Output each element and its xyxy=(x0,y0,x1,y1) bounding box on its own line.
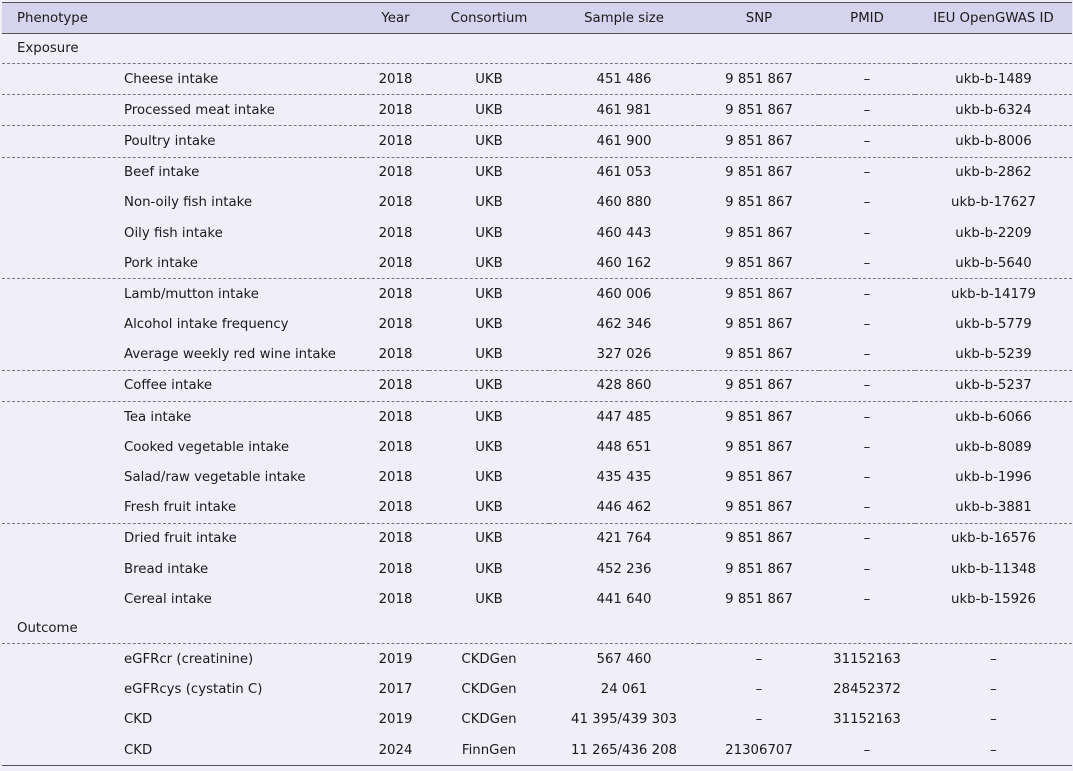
cell-consortium: UKB xyxy=(429,95,549,126)
table-row xyxy=(2,584,1072,614)
cell-ieu: ukb-b-5237 xyxy=(915,370,1072,401)
cell-consortium: UKB xyxy=(429,126,549,157)
cell-ieu: ukb-b-2209 xyxy=(955,225,1032,241)
cell-phenotype: Processed meat intake xyxy=(2,95,362,126)
cell-snp: 9 851 867 xyxy=(699,157,819,188)
cell-phenotype: Oily fish intake xyxy=(124,225,223,241)
cell-year: 2018 xyxy=(362,126,429,157)
header-ieu-id: IEU OpenGWAS ID xyxy=(915,3,1072,34)
section-row-exposure xyxy=(2,34,1072,64)
cell-year: 2019 xyxy=(362,644,429,675)
cell-phenotype: Cooked vegetable intake xyxy=(124,439,290,455)
cell-consortium: UKB xyxy=(475,561,503,577)
cell-ieu: ukb-b-1996 xyxy=(955,470,1032,486)
cell-phenotype: Tea intake xyxy=(2,402,362,433)
table-row xyxy=(2,402,1072,433)
cell-sample-size: 460 162 xyxy=(596,255,652,271)
section-row-outcome xyxy=(2,614,1072,644)
cell-consortium: UKB xyxy=(429,64,549,95)
cell-phenotype: Lamb/mutton intake xyxy=(2,279,362,310)
cell-snp: 9 851 867 xyxy=(725,591,793,607)
header-year: Year xyxy=(362,3,429,34)
table-row xyxy=(2,126,1072,157)
cell-ieu: ukb-b-14179 xyxy=(915,279,1072,310)
table-row xyxy=(2,735,1072,766)
cell-snp: 9 851 867 xyxy=(725,225,793,241)
cell-phenotype: Dried fruit intake xyxy=(2,523,362,554)
cell-phenotype: Average weekly red wine intake xyxy=(124,347,336,363)
table-row xyxy=(2,95,1072,126)
cell-pmid: – xyxy=(819,64,915,95)
cell-year: 2018 xyxy=(378,439,413,455)
cell-consortium: UKB xyxy=(475,439,503,455)
cell-pmid: – xyxy=(863,500,871,516)
cell-year: 2018 xyxy=(378,591,413,607)
cell-sample-size: 460 880 xyxy=(596,195,652,211)
cell-phenotype: eGFRcr (creatinine) xyxy=(2,644,362,675)
cell-sample-size: 11 265/436 208 xyxy=(549,735,699,766)
cell-pmid: – xyxy=(863,591,871,607)
cell-year: 2019 xyxy=(378,712,413,728)
cell-ieu: ukb-b-6324 xyxy=(915,95,1072,126)
cell-sample-size: 24 061 xyxy=(600,682,648,698)
cell-pmid: – xyxy=(819,279,915,310)
cell-consortium: UKB xyxy=(429,523,549,554)
table-row xyxy=(2,340,1072,371)
cell-ieu: – xyxy=(915,644,1072,675)
cell-consortium: FinnGen xyxy=(429,735,549,766)
cell-year: 2018 xyxy=(378,347,413,363)
cell-ieu: – xyxy=(990,682,997,698)
cell-pmid: – xyxy=(863,439,871,455)
cell-snp: 9 851 867 xyxy=(725,347,793,363)
cell-pmid: – xyxy=(819,95,915,126)
cell-sample-size: 451 486 xyxy=(549,64,699,95)
cell-sample-size: 461 900 xyxy=(549,126,699,157)
cell-sample-size: 452 236 xyxy=(596,561,652,577)
cell-sample-size: 435 435 xyxy=(596,470,652,486)
cell-snp: 9 851 867 xyxy=(699,370,819,401)
cell-phenotype: Non-oily fish intake xyxy=(124,195,253,211)
cell-year: 2018 xyxy=(362,95,429,126)
cell-ieu: ukb-b-6066 xyxy=(915,402,1072,433)
table-row xyxy=(2,64,1072,95)
cell-sample-size: 460 006 xyxy=(549,279,699,310)
table-row xyxy=(2,157,1072,188)
cell-ieu: ukb-b-8089 xyxy=(955,439,1032,455)
cell-snp: – xyxy=(755,712,763,728)
cell-ieu: ukb-b-3881 xyxy=(955,500,1032,516)
cell-year: 2018 xyxy=(378,561,413,577)
cell-consortium: UKB xyxy=(429,157,549,188)
cell-sample-size: 441 640 xyxy=(596,591,652,607)
table-row xyxy=(2,248,1072,279)
cell-sample-size: 428 860 xyxy=(549,370,699,401)
section-label: Exposure xyxy=(17,41,79,56)
cell-year: 2018 xyxy=(378,225,413,241)
cell-year: 2018 xyxy=(362,157,429,188)
cell-ieu: ukb-b-5779 xyxy=(955,317,1032,333)
cell-sample-size: 461 981 xyxy=(549,95,699,126)
cell-ieu: ukb-b-2862 xyxy=(915,157,1072,188)
cell-year: 2018 xyxy=(378,195,413,211)
cell-consortium: CKDGen xyxy=(461,682,517,698)
cell-ieu: – xyxy=(990,712,997,728)
cell-year: 2018 xyxy=(378,317,413,333)
header-snp: SNP xyxy=(699,3,819,34)
cell-pmid: – xyxy=(819,126,915,157)
cell-snp: 9 851 867 xyxy=(699,402,819,433)
cell-consortium: UKB xyxy=(475,470,503,486)
cell-snp: 9 851 867 xyxy=(725,255,793,271)
cell-pmid: – xyxy=(863,255,871,271)
cell-year: 2018 xyxy=(362,370,429,401)
table-row xyxy=(2,462,1072,492)
table-row xyxy=(2,279,1072,310)
cell-consortium: UKB xyxy=(475,255,503,271)
cell-consortium: UKB xyxy=(475,591,503,607)
cell-phenotype: CKD xyxy=(124,712,153,728)
cell-phenotype: Fresh fruit intake xyxy=(124,500,237,516)
cell-pmid: – xyxy=(863,470,871,486)
table-body xyxy=(2,34,1072,766)
cell-sample-size: 446 462 xyxy=(596,500,652,516)
cell-phenotype: Salad/raw vegetable intake xyxy=(124,470,306,486)
cell-snp: 9 851 867 xyxy=(699,126,819,157)
cell-sample-size: 421 764 xyxy=(549,523,699,554)
cell-pmid: – xyxy=(863,225,871,241)
phenotype-table xyxy=(2,2,1072,766)
table-row xyxy=(2,188,1072,218)
cell-year: 2018 xyxy=(378,500,413,516)
cell-snp: 9 851 867 xyxy=(725,500,793,516)
cell-phenotype: eGFRcys (cystatin C) xyxy=(124,682,263,698)
cell-ieu: ukb-b-17627 xyxy=(951,195,1036,211)
cell-ieu: ukb-b-1489 xyxy=(915,64,1072,95)
cell-ieu: ukb-b-8006 xyxy=(915,126,1072,157)
cell-year: 2018 xyxy=(362,402,429,433)
header-sample-size: Sample size xyxy=(549,3,699,34)
cell-pmid: 31152163 xyxy=(833,712,901,728)
header-phenotype: Phenotype xyxy=(2,3,362,34)
cell-consortium: CKDGen xyxy=(461,712,517,728)
cell-pmid: – xyxy=(819,370,915,401)
table-row xyxy=(2,523,1072,554)
cell-consortium: CKDGen xyxy=(429,644,549,675)
cell-year: 2018 xyxy=(378,255,413,271)
cell-consortium: UKB xyxy=(429,402,549,433)
cell-ieu: – xyxy=(915,735,1072,766)
table-row xyxy=(2,675,1072,705)
cell-pmid: – xyxy=(863,195,871,211)
cell-phenotype: Cereal intake xyxy=(124,591,212,607)
cell-year: 2018 xyxy=(378,470,413,486)
table-row xyxy=(2,493,1072,524)
cell-pmid: – xyxy=(863,317,871,333)
cell-year: 2018 xyxy=(362,64,429,95)
cell-sample-size: 447 485 xyxy=(549,402,699,433)
table-row xyxy=(2,218,1072,248)
cell-phenotype: Poultry intake xyxy=(2,126,362,157)
cell-ieu: ukb-b-5239 xyxy=(955,347,1032,363)
cell-year: 2018 xyxy=(362,279,429,310)
cell-pmid: 31152163 xyxy=(819,644,915,675)
cell-sample-size: 461 053 xyxy=(549,157,699,188)
cell-pmid: – xyxy=(863,347,871,363)
cell-sample-size: 460 443 xyxy=(596,225,652,241)
cell-consortium: UKB xyxy=(475,195,503,211)
table-row xyxy=(2,554,1072,584)
section-label: Outcome xyxy=(17,621,78,637)
cell-year: 2017 xyxy=(378,682,413,698)
cell-pmid: 28452372 xyxy=(833,682,901,698)
cell-pmid: – xyxy=(819,402,915,433)
cell-snp: 9 851 867 xyxy=(725,439,793,455)
header-consortium: Consortium xyxy=(429,3,549,34)
cell-year: 2018 xyxy=(362,523,429,554)
header-pmid: PMID xyxy=(819,3,915,34)
cell-pmid: – xyxy=(863,561,871,577)
table-row xyxy=(2,644,1072,675)
cell-year: 2024 xyxy=(362,735,429,766)
cell-pmid: – xyxy=(819,523,915,554)
cell-sample-size: 567 460 xyxy=(549,644,699,675)
cell-snp: 9 851 867 xyxy=(699,64,819,95)
cell-sample-size: 41 395/439 303 xyxy=(571,712,677,728)
cell-snp: 9 851 867 xyxy=(699,95,819,126)
cell-phenotype: Pork intake xyxy=(124,255,198,271)
cell-ieu: ukb-b-11348 xyxy=(951,561,1036,577)
cell-phenotype: CKD xyxy=(2,735,362,766)
cell-snp: 9 851 867 xyxy=(699,279,819,310)
cell-sample-size: 327 026 xyxy=(596,347,652,363)
cell-snp: 21306707 xyxy=(699,735,819,766)
table-row xyxy=(2,432,1072,462)
cell-consortium: UKB xyxy=(475,317,503,333)
cell-snp: 9 851 867 xyxy=(699,523,819,554)
cell-consortium: UKB xyxy=(429,279,549,310)
table-header xyxy=(2,3,1072,34)
cell-sample-size: 448 651 xyxy=(596,439,652,455)
cell-phenotype: Coffee intake xyxy=(2,370,362,401)
cell-phenotype: Bread intake xyxy=(124,561,209,577)
cell-pmid: – xyxy=(819,735,915,766)
cell-snp: 9 851 867 xyxy=(725,470,793,486)
cell-ieu: ukb-b-5640 xyxy=(955,255,1032,271)
cell-phenotype: Alcohol intake frequency xyxy=(124,317,289,333)
cell-snp: – xyxy=(755,682,763,698)
cell-snp: – xyxy=(699,644,819,675)
cell-consortium: UKB xyxy=(475,225,503,241)
cell-snp: 9 851 867 xyxy=(725,195,793,211)
cell-consortium: UKB xyxy=(475,347,503,363)
cell-phenotype: Beef intake xyxy=(2,157,362,188)
cell-snp: 9 851 867 xyxy=(725,317,793,333)
table-row xyxy=(2,370,1072,401)
cell-consortium: UKB xyxy=(475,500,503,516)
cell-phenotype: Cheese intake xyxy=(2,64,362,95)
cell-sample-size: 462 346 xyxy=(596,317,652,333)
cell-consortium: UKB xyxy=(429,370,549,401)
cell-ieu: ukb-b-15926 xyxy=(951,591,1036,607)
table-row xyxy=(2,705,1072,735)
cell-pmid: – xyxy=(819,157,915,188)
cell-snp: 9 851 867 xyxy=(725,561,793,577)
table-row xyxy=(2,310,1072,340)
cell-ieu: ukb-b-16576 xyxy=(915,523,1072,554)
